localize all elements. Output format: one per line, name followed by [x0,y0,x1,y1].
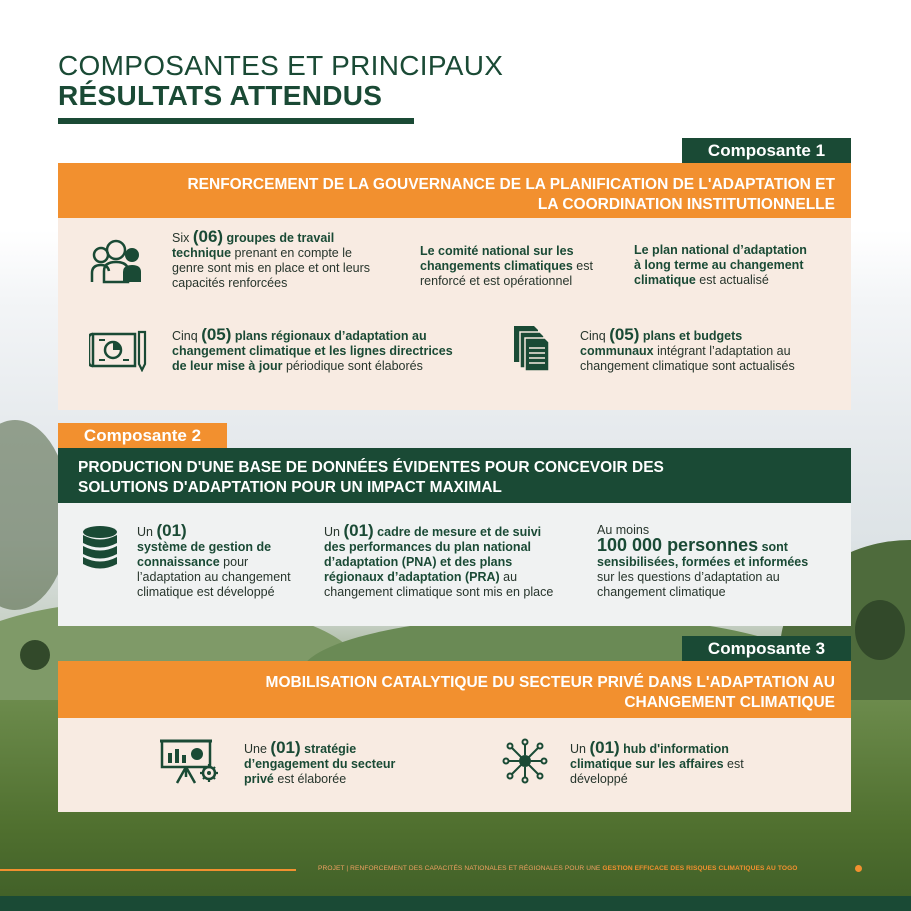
c2-r2-text: Un [324,525,344,539]
c2-r2-bold2: des performances du plan national [324,540,531,554]
c1-r1-bold2: technique [172,246,232,260]
component-1-title-line1: RENFORCEMENT DE LA GOUVERNANCE DE LA PLANIFICATION DE L'ADAPTATION ET [187,176,835,193]
c2-r1-text: Un [137,525,157,539]
c2-r1-line4: l’adaptation au changement [137,570,291,584]
c3-r2-text: Un [570,742,590,756]
c1-r5-number: (05) [609,325,640,344]
component-1-title [58,163,851,218]
c3-r2-bold2: climatique sur les affaires [570,757,724,771]
c2-r3-bold2: sensibilisées, formées et informées [597,555,809,569]
c1-r1-bold1: groupes de travail [223,231,335,245]
c2-r3-bold1: sont [758,540,788,554]
c1-r2-text: est [572,259,593,273]
c1-result-5 [580,327,840,374]
component-3-title-line2: CHANGEMENT CLIMATIQUE [624,694,835,711]
c1-result-4 [172,327,502,374]
page-title-line2: RÉSULTATS ATTENDUS [58,80,383,111]
c1-r1-number: (06) [192,227,224,246]
c3-r1-bold1: stratégie [300,742,357,756]
c3-r1-text: Une [244,742,271,756]
c1-r5-bold1: plans et budgets [639,329,743,343]
c1-r2-bold2: changements climatiques [420,259,573,273]
c2-result-3 [597,523,847,600]
component-2-title-line1: PRODUCTION D'UNE BASE DE DONNÉES ÉVIDENTES POUR CONCEVOIR DES [78,459,664,476]
c3-r2-line3: développé [570,772,628,786]
c2-r3-line4: sur les questions d’adaptation au [597,570,780,584]
footer-caption [318,865,798,872]
map-plan-icon [89,328,149,372]
c2-r1-text2: pour [219,555,249,569]
c1-r4-bold3: de leur mise à jour [172,359,283,373]
c1-r5-line3: changement climatique sont actualisés [580,359,795,373]
c1-r4-bold2: changement climatique et les lignes directrices [172,344,453,358]
page-title-line1: COMPOSANTES ET PRINCIPAUX [58,50,504,81]
component-3-tag: Composante 3 [682,636,851,661]
c1-r1-text2: prenant en compte le [231,246,352,260]
c3-r1-bold2: d’engagement du secteur [244,757,396,771]
c3-r1-text2: est élaborée [273,772,347,786]
c1-r1-line4: capacités renforcées [172,276,288,290]
c1-r4-text: Cinq [172,329,202,343]
component-2-title-line2: SOLUTIONS D'ADAPTATION POUR UN IMPACT MAXIMAL [78,479,502,496]
database-icon [81,526,119,570]
c2-result-1 [137,523,327,600]
footer-highlight: GESTION EFFICACE DES RISQUES CLIMATIQUES AU TOGO [602,865,798,872]
presentation-board-icon [159,737,219,785]
c2-result-2 [324,523,594,600]
c2-r1-number: (01) [156,521,187,540]
c1-r4-bold1: plans régionaux d’adaptation au [231,329,427,343]
footer-prefix: PROJET | RENFORCEMENT DES CAPACITÉS NATIONALES ET RÉGIONALES POUR UNE [318,865,603,872]
people-group-icon [89,237,147,285]
c3-r2-number: (01) [589,738,620,757]
component-3-title [58,661,851,718]
c1-r3-bold2: à long terme au changement [634,258,804,272]
footer-bar [0,896,911,911]
footer-rule [0,869,296,871]
tree-left-2 [20,640,50,670]
c1-result-1 [172,229,402,291]
component-3-title-line1: MOBILISATION CATALYTIQUE DU SECTEUR PRIVÉ DANS L'ADAPTATION AU [265,674,835,691]
footer-dot [855,865,862,872]
c2-r3-line1: Au moins [597,523,650,537]
c2-r2-bold3: d’adaptation (PNA) et des plans [324,555,513,569]
component-1-tag: Composante 1 [682,138,851,163]
c1-result-3 [634,243,839,288]
network-hub-icon [502,738,548,784]
c2-r2-number: (01) [343,521,374,540]
documents-stack-icon [512,324,552,372]
title-underline [58,118,414,124]
c3-result-2 [570,740,800,787]
c1-r4-number: (05) [201,325,232,344]
c2-r1-line5: climatique est développé [137,585,275,599]
c1-r4-text2: périodique sont élaborés [282,359,423,373]
c3-r1-number: (01) [270,738,301,757]
c2-r2-text2: au [499,570,518,584]
c3-r2-bold1: hub d'information [619,742,729,756]
c2-r3-number: 100 000 personnes [597,535,759,555]
c1-r2-bold1: Le comité national sur les [420,244,574,258]
c2-r1-bold2: connaissance [137,555,220,569]
c1-r1-line3: genre sont mis en place et ont leurs [172,261,371,275]
c3-r2-text2: est [723,757,744,771]
c2-r2-bold1: cadre de mesure et de suivi [373,525,542,539]
tree-right-1 [855,600,905,660]
c1-result-2 [420,244,620,289]
c3-r1-bold3: privé [244,772,274,786]
c2-r2-bold4: régionaux d’adaptation (PRA) [324,570,500,584]
component-2-title [58,448,851,503]
c3-result-1 [244,740,464,787]
c2-r1-bold1: système de gestion de [137,540,272,554]
component-2-tag: Composante 2 [58,423,227,448]
component-1-title-line2: LA COORDINATION INSTITUTIONNELLE [537,196,835,213]
c1-r2-line3: renforcé et est opérationnel [420,274,573,288]
c1-r3-bold1: Le plan national d’adaptation [634,243,807,257]
c1-r5-text: Cinq [580,329,610,343]
c1-r3-text: est actualisé [695,273,769,287]
c2-r3-line5: changement climatique [597,585,726,599]
c1-r5-text2: intégrant l’adaptation au [653,344,791,358]
c1-r5-bold2: communaux [580,344,654,358]
c1-r3-bold3: climatique [634,273,696,287]
c1-r1-text: Six [172,231,193,245]
c2-r2-line6: changement climatique sont mis en place [324,585,554,599]
